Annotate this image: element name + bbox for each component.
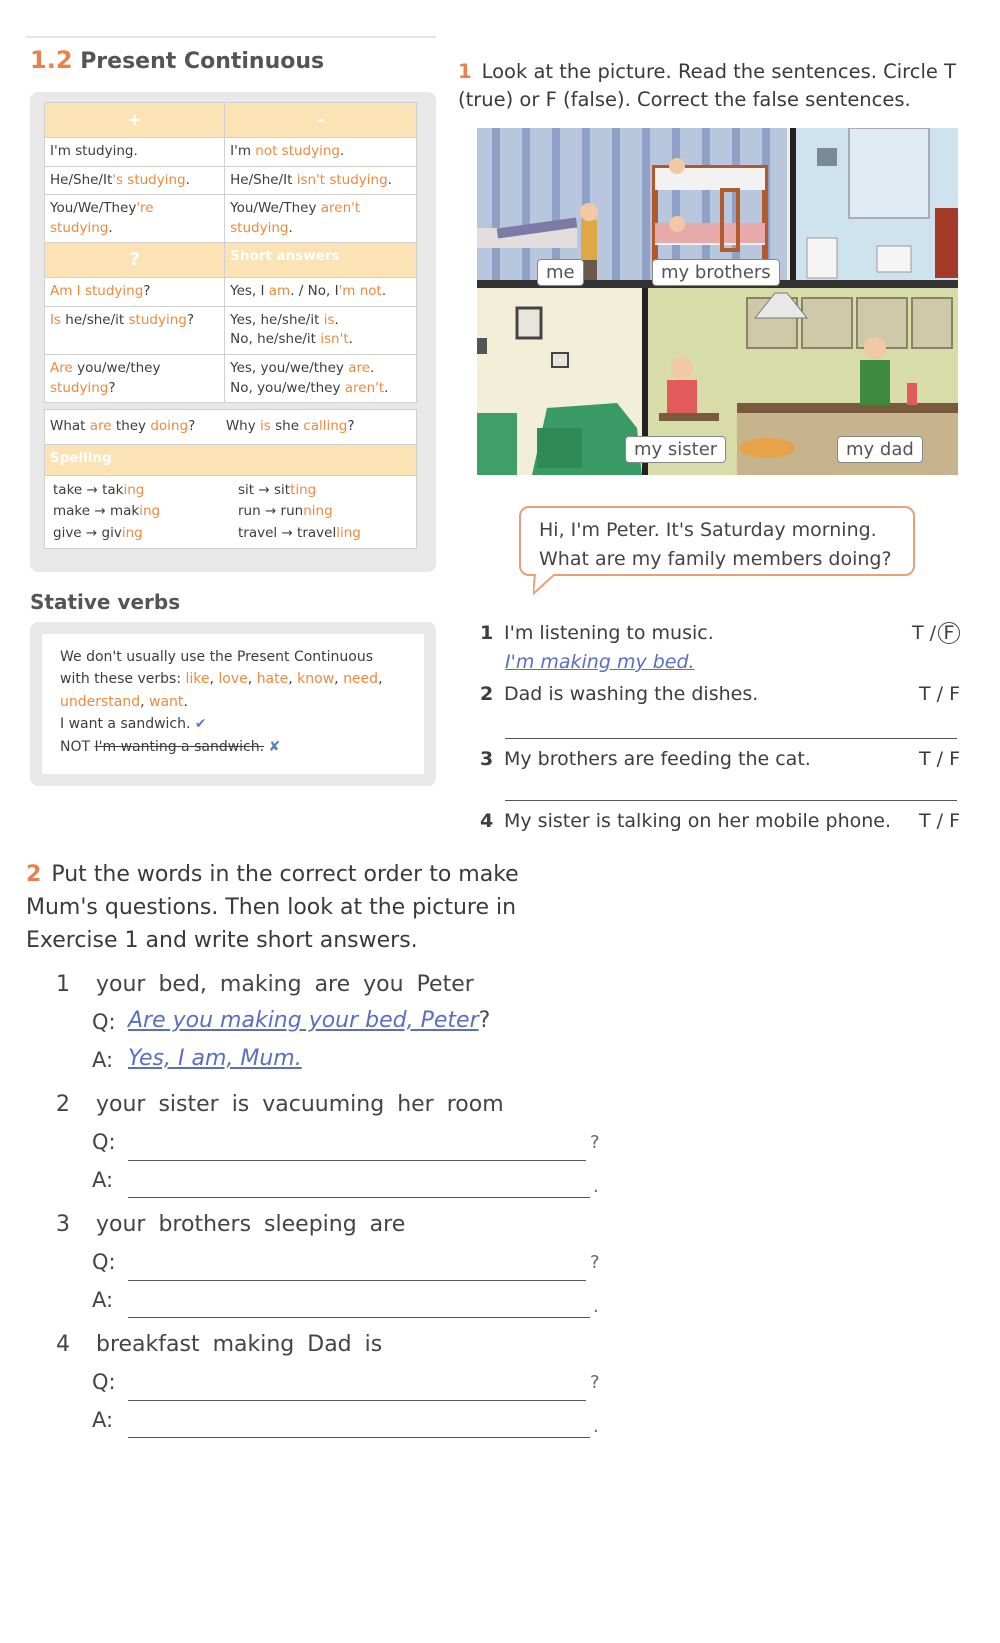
label-my-brothers: my brothers [652, 259, 780, 286]
ex2-item-3: 3 your brothers sleeping are [56, 1212, 406, 1237]
a-label: A: [92, 1168, 114, 1192]
short-answer: Yes, I am, Mum. [128, 1046, 302, 1071]
true-false-choice[interactable]: T / F [918, 748, 960, 770]
question-input-line[interactable] [128, 1400, 586, 1401]
ex2-item-1: 1 your bed, making are you Peter [56, 972, 474, 997]
stative-line: with these verbs: like, love, hate, know, need, [60, 671, 383, 688]
speech-bubble-tail [533, 574, 563, 596]
full-stop: . [593, 1296, 599, 1317]
question-cell: Are you/we/they studying? [45, 355, 225, 403]
a-label: A: [92, 1048, 114, 1072]
jumbled-words: your bed, making are you Peter [96, 972, 474, 997]
statement-text: My sister is talking on her mobile phone. [504, 810, 892, 832]
q-label: Q: [92, 1370, 116, 1394]
full-stop: . [593, 1176, 599, 1197]
label-me: me [537, 259, 584, 286]
spelling-item: make → making [53, 503, 161, 520]
exercise2-number: 2 [26, 862, 42, 887]
statement-text: Dad is washing the dishes. [504, 683, 759, 705]
stative-verbs-box [30, 622, 436, 786]
q-label: Q: [92, 1130, 116, 1154]
section-title-text: Present Continuous [80, 49, 325, 74]
answer-input-line[interactable] [128, 1317, 590, 1318]
question-input-line[interactable] [128, 1160, 586, 1161]
a-label: A: [92, 1408, 114, 1432]
question-input-line[interactable] [128, 1280, 586, 1281]
jumbled-words: your sister is vacuuming her room [96, 1092, 504, 1117]
q-label: Q: [92, 1250, 116, 1274]
statement-1: 1 I'm listening to music. T / F [480, 622, 960, 644]
stative-verbs-title: Stative verbs [30, 590, 181, 614]
grammar-table [44, 102, 417, 549]
wh-questions-row [45, 410, 417, 445]
statement-2: 2 Dad is washing the dishes. T / F [480, 683, 960, 705]
true-false-choice[interactable]: T / F [918, 810, 960, 832]
section-title [30, 46, 324, 74]
question-cell: Is he/she/it studying? [45, 306, 225, 354]
exercise1-number: 1 [458, 60, 472, 83]
top-divider [26, 36, 436, 38]
ex2-item-2: 2 your sister is vacuuming her room [56, 1092, 504, 1117]
spelling-item: give → giving [53, 524, 143, 541]
ex2-item-4: 4 breakfast making Dad is [56, 1332, 383, 1357]
exercise1-instruction-text: Look at the picture. Read the sentences. Circle T (true) or F (false). Correct the false sentences. [458, 60, 957, 112]
statement-text: I'm listening to music. [504, 622, 714, 644]
negative-header: – [225, 103, 417, 138]
stative-line: I want a sandwich. ✔ [60, 716, 207, 733]
answer-line[interactable] [505, 800, 957, 801]
q-label: Q: [92, 1010, 116, 1034]
jumbled-words: your brothers sleeping are [96, 1212, 406, 1237]
question-mark: ? [590, 1372, 600, 1393]
question-cell: Am I studying? [45, 278, 225, 307]
spelling-list [49, 478, 412, 547]
spelling-item: take → taking [53, 481, 145, 498]
speech-bubble: Hi, I'm Peter. It's Saturday morning. What are my family members doing? [519, 506, 915, 576]
statement-text: My brothers are feeding the cat. [504, 748, 811, 770]
exercise2-instruction [26, 858, 566, 957]
short-answer-cell: Yes, I am. / No, I'm not. [225, 278, 417, 307]
section-number: 1.2 [30, 46, 73, 74]
short-answer-cell: Yes, he/she/it is. No, he/she/it isn't. [225, 306, 417, 354]
affirmative-cell: You/We/They're studying. [45, 195, 225, 243]
negative-cell: You/We/They aren't studying. [225, 195, 417, 243]
spelling-header: Spelling [45, 444, 417, 475]
statement-4: 4 My sister is talking on her mobile phone. T / F [480, 810, 960, 832]
negative-cell: He/She/It isn't studying. [225, 166, 417, 195]
true-false-choice[interactable]: T / F [918, 683, 960, 705]
jumbled-words: breakfast making Dad is [96, 1332, 383, 1357]
label-my-dad: my dad [837, 436, 923, 463]
a-label: A: [92, 1288, 114, 1312]
statement-3: 3 My brothers are feeding the cat. T / F [480, 748, 960, 770]
spelling-item: run → running [238, 503, 333, 520]
question-answer: Are you making your bed, Peter? [128, 1008, 491, 1033]
question-header: ? [45, 243, 225, 278]
answer-input-line[interactable] [128, 1437, 590, 1438]
short-answer-cell: Yes, you/we/they are. No, you/we/they aren't. [225, 355, 417, 403]
stative-line: NOT I'm wanting a sandwich. ✘ [60, 738, 281, 755]
short-answers-header: Short answers [225, 243, 417, 278]
spelling-item: sit → sitting [238, 481, 317, 498]
true-false-choice[interactable]: T / F [912, 622, 960, 644]
answer-line[interactable] [505, 738, 957, 739]
spelling-item: travel → travelling [238, 524, 361, 541]
wh-question: Why is she calling? [225, 418, 355, 435]
negative-cell: I'm not studying. [225, 138, 417, 167]
wh-question: What are they doing? [50, 418, 196, 435]
stative-line: We don't usually use the Present Continuous [60, 649, 374, 665]
full-stop: . [593, 1416, 599, 1437]
question-mark: ? [590, 1252, 600, 1273]
family-house-illustration [477, 128, 958, 475]
label-my-sister: my sister [625, 436, 726, 463]
exercise1-instruction [458, 58, 968, 115]
answer-input-line[interactable] [128, 1197, 590, 1198]
affirmative-cell: He/She/It's studying. [45, 166, 225, 195]
question-mark: ? [590, 1132, 600, 1153]
grammar-table-box [30, 92, 436, 572]
stative-line: understand, want. [60, 693, 188, 710]
statement-1-correction: I'm making my bed. [505, 651, 695, 673]
affirmative-cell: I'm studying. [45, 138, 225, 167]
positive-header: + [45, 103, 225, 138]
exercise2-instruction-text: Put the words in the correct order to make Mum's questions. Then look at the picture in Exercise 1 and write short answers. [26, 862, 519, 953]
